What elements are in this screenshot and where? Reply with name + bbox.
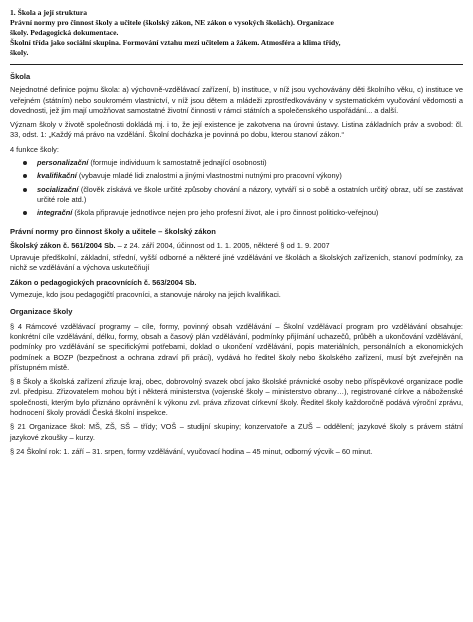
- functions-title: 4 funkce školy:: [10, 144, 59, 154]
- list-item: [10, 171, 463, 181]
- document-header: [10, 8, 463, 58]
- function-term: personalizační: [37, 158, 89, 168]
- law-1-description: Upravuje předškolní, základní, střední, vyšší odborné a některé jiné vzdělávání ve školách a školských zařízeních, stanoví podmínky, za nichž se vzdělávání a výchova uskutečňují: [10, 253, 463, 273]
- law-2-description: Vymezuje, kdo jsou pedagogičtí pracovníci, a stanovuje nároky na jejich kvalifikaci.: [10, 290, 281, 300]
- function-text: (škola připravuje jednotlivce nejen pro jeho profesní život, ale i pro činnost politicko-veřejnou): [74, 208, 379, 218]
- paragraph-section-4: § 4 Rámcové vzdělávací programy – cíle, formy, povinný obsah vzdělávání – Školní vzdělávací program pro vzdělávání obsahuje: konkrétní cíle vzdělávání, délku, formy, obsah a časový plán vzdělávání, podmínky přijímání uchazečů, průběh a ukončování vzdělávání, podmínky pro vzdělávání se specifickými potřebami, doklad o ukončení vzdělávání, popis materiálních, personálních a ekonomických podmínek a BOZP (bezpečnost a ochrana zdraví při práci), vydává ho ředitel školy nebo školského zařízení, musí být zveřejněn na přístupném místě.: [10, 321, 463, 372]
- function-term: kvalifikační: [37, 171, 77, 181]
- function-text: (člověk získává ve škole určité způsoby chování a názory, vytváří si o sobě a ostatních určitý obraz, učí se zastávat určité role atd.): [37, 184, 464, 204]
- function-text: (vybavuje mladé lidi znalostmi a jinými vlastnostmi nutnými pro pracovní výkony): [78, 171, 342, 181]
- header-line: Školní třída jako sociální skupina. Formování vztahu mezi učitelem a žákem. Atmosféra a klima třídy,: [10, 38, 341, 47]
- section-heading-skola: Škola: [10, 72, 31, 81]
- header-line: školy.: [10, 48, 29, 57]
- bullet-icon: [23, 174, 27, 178]
- section-heading-pravni-normy: Právní normy pro činnost školy a učitele – školský zákon: [10, 226, 216, 236]
- paragraph-role: Význam školy v životě společnosti dokládá mj. i to, že její existence je zakotvena na úrovni ústavy. Listina základních práv a svobod: čl. 33, odst. 1: „Každý má právo na vzdělání. Školní docházka je povinná po dobu, kterou stanoví zákon.“: [10, 120, 463, 140]
- header-line: 1. Škola a její struktura: [10, 8, 87, 17]
- law-1-title: Školský zákon č. 561/2004 Sb.: [10, 240, 116, 250]
- function-term: integrační: [37, 208, 73, 218]
- function-term: socializační: [37, 184, 79, 194]
- bullet-icon: [23, 188, 27, 192]
- functions-list: [10, 158, 463, 218]
- header-line: Právní normy pro činnost školy a učitele (školský zákon, NE zákon o vysokých školách). Organizace: [10, 18, 334, 27]
- header-divider: [10, 64, 463, 65]
- bullet-icon: [23, 161, 27, 165]
- paragraph-definition: Nejednotné definice pojmu škola: a) výchovně-vzdělávací zařízení, b) instituce, v níž jsou vychovávány děti školního věku, c) instituce ve veřejném (státním) nebo soukromém vlastnictví, v níž jsou dětem a mládeži zprostředkovávány v systematickém vyučování vědomosti a dovednosti, jež jim mají umožňovat samostatné životní činnosti v rámci státních a společenského uspořádání... a další.: [10, 85, 463, 115]
- bullet-icon: [23, 211, 27, 215]
- paragraph-section-24: § 24 Školní rok: 1. září – 31. srpen, formy vzdělávání, vyučovací hodina – 45 minut, odborný výcvik – 60 minut.: [10, 446, 373, 456]
- section-heading-organizace: Organizace školy: [10, 307, 73, 317]
- list-item: [10, 208, 463, 218]
- paragraph-section-8: § 8 Školy a školská zařízení zřizuje kraj, obec, dobrovolný svazek obcí jako školské právnické osoby nebo příspěvkové organizace podle zvl. předpisu. Zřizovatelem mohou být i některá ministerstva (vojenské školy – ministerstvo obrany…), registrované církve a náboženské společnosti, kterým bylo přiznáno oprávnění k výkonu zvl. práva zřizovat církevní školy. Ředitel školy každoročně podává výroční zprávu, hodnocení školy provádí Česká školní inspekce.: [10, 377, 463, 418]
- header-line: školy. Pedagogická dokumentace.: [10, 28, 119, 37]
- function-text: (formuje individuum k samostatně jednající osobnosti): [90, 158, 267, 168]
- law-1-line: [10, 241, 463, 251]
- paragraph-section-21: § 21 Organizace škol: MŠ, ZŠ, SŠ – třídy; VOŠ – studijní skupiny; konzervatoře a ZUŠ – oddělení; jazykové školy s právem státní jazykové zkoušky – kurzy.: [10, 422, 463, 442]
- law-1-dates: – z 24. září 2004, účinnost od 1. 1. 2005, některé § od 1. 9. 2007: [115, 240, 330, 250]
- list-item: [10, 158, 463, 168]
- law-2-title: Zákon o pedagogických pracovnících č. 563/2004 Sb.: [10, 277, 197, 287]
- list-item: [10, 185, 463, 206]
